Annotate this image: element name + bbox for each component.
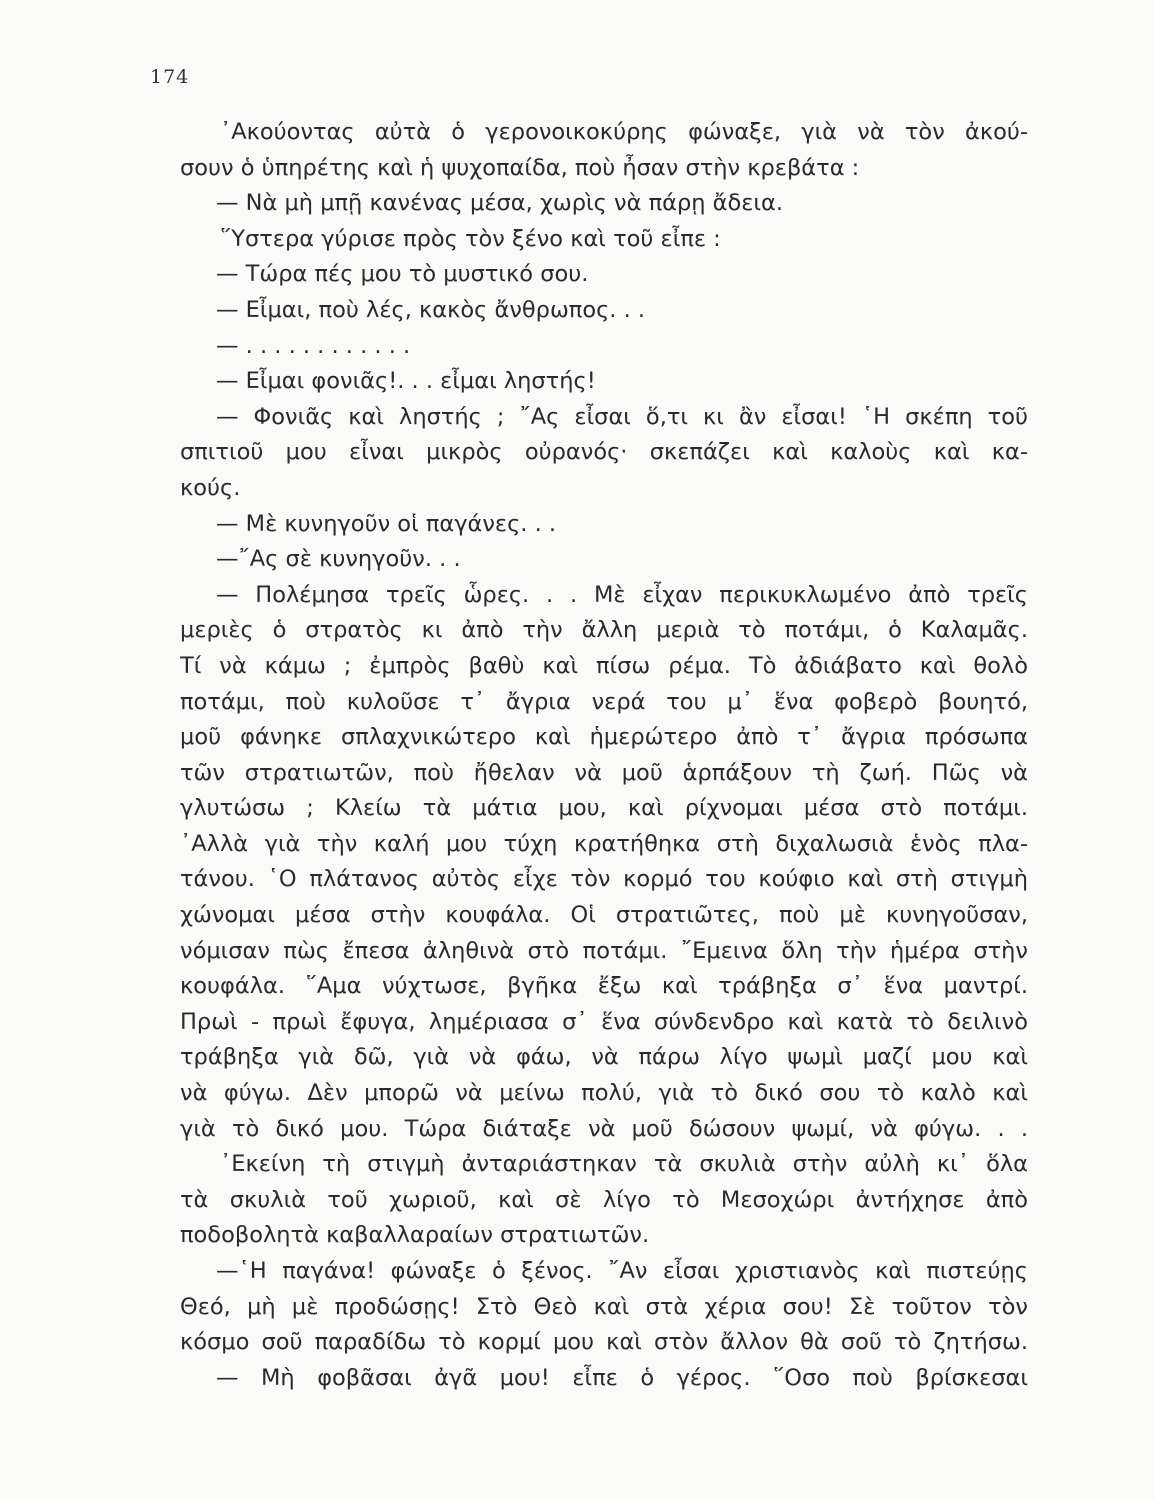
text-line: ᾿Εκείνη τὴ στιγμὴ ἀνταριάστηκαν τὰ σκυλιὰ στὴν αὐλὴ κι᾿ ὅλα [220,1151,1028,1178]
text-line: γιὰ τὸ δικό μου. Τώρα διάταξε νὰ μοῦ δώσουν ψωμί, νὰ φύγω. . . [180,1115,1028,1142]
text-line: ᾿Αλλὰ γιὰ τὴν καλή μου τύχη κρατήθηκα στὴ διχαλωσιὰ ἑνὸς πλα- [180,830,1028,857]
text-line: — Νὰ μὴ μπῇ κανένας μέσα, χωρὶς νὰ πάρῃ ἄδεια. [216,190,783,217]
text-line: τράβηξα γιὰ δῶ, γιὰ νὰ φάω, νὰ πάρω λίγο ψωμὶ μαζί μου καὶ [180,1044,1028,1071]
text-line: ποτάμι, ποὺ κυλοῦσε τ᾿ ἄγρια νερά του μ᾿ ἕνα φοβερὸ βουητό, [180,688,1028,715]
text-line: Θεό, μὴ μὲ προδώσῃς! Στὸ Θεὸ καὶ στὰ χέρια σου! Σὲ τοῦτον τὸν [180,1293,1028,1320]
text-line: νὰ φύγω. Δὲν μπορῶ νὰ μείνω πολύ, γιὰ τὸ δικό σου τὸ καλὸ καὶ [180,1080,1028,1107]
text-line: μεριὲς ὁ στρατὸς κι ἀπὸ τὴν ἄλλη μεριὰ τὸ ποτάμι, ὁ Καλαμᾶς. [180,617,1028,644]
text-line: — Πολέμησα τρεῖς ὧρες. . . Μὲ εἶχαν περικυκλωμένο ἀπὸ τρεῖς [216,581,1028,608]
text-line: — Φονιᾶς καὶ ληστής ; ῎Ας εἶσαι ὅ,τι κι ἂν εἶσαι! ῾Η σκέπη τοῦ [216,403,1028,430]
text-line: σπιτιοῦ μου εἶναι μικρὸς οὐρανός· σκεπάζει καὶ καλοὺς καὶ κα- [180,439,1028,466]
text-line: — Εἶμαι φονιᾶς!. . . εἶμαι ληστής! [216,368,596,395]
text-line: τὰ σκυλιὰ τοῦ χωριοῦ, καὶ σὲ λίγο τὸ Μεσοχώρι ἀντήχησε ἀπὸ [180,1186,1028,1213]
text-line: — Εἶμαι, ποὺ λές, κακὸς ἄνθρωπος. . . [216,296,646,323]
text-line: κόσμο σοῦ παραδίδω τὸ κορμί μου καὶ στὸν ἄλλον θὰ σοῦ τὸ ζητήσω. [180,1329,1028,1356]
text-line: νόμισαν πὼς ἔπεσα ἀληθινὰ στὸ ποτάμι. ῎Εμεινα ὅλη τὴν ἡμέρα στὴν [180,937,1028,964]
text-line: χώνομαι μέσα στὴν κουφάλα. Οἱ στρατιῶτες, ποὺ μὲ κυνηγοῦσαν, [180,902,1028,929]
text-line: — Τώρα πές μου τὸ μυστικό σου. [216,261,589,288]
text-line: τῶν στρατιωτῶν, ποὺ ἤθελαν νὰ μοῦ ἁρπάξουν τὴ ζωή. Πῶς νὰ [180,759,1028,786]
text-line: ῞Υστερα γύρισε πρὸς τὸν ξένο καὶ τοῦ εἶπε : [220,225,721,252]
text-line: — . . . . . . . . . . . . [216,332,411,359]
text-line: Πρωὶ - πρωὶ ἔφυγα, λημέριασα σ᾿ ἕνα σύνδενδρο καὶ κατὰ τὸ δειλινὸ [180,1008,1028,1035]
text-line: ᾿Ακούοντας αὐτὰ ὁ γερονοικοκύρης φώναξε, γιὰ νὰ τὸν ἀκού- [220,119,1028,145]
text-line: — Μὴ φοβᾶσαι ἀγᾶ μου! εἶπε ὁ γέρος. ῞Οσο ποὺ βρίσκεσαι [216,1364,1028,1391]
text-line: ποδοβολητὰ καβαλλαραίων στρατιωτῶν. [180,1222,650,1249]
text-line: μοῦ φάνηκε σπλαχνικώτερο καὶ ἡμερώτερο ἀπὸ τ᾿ ἄγρια πρόσωπα [180,724,1028,751]
text-line: Τί νὰ κάμω ; ἐμπρὸς βαθὺ καὶ πίσω ρέμα. Τὸ ἀδιάβατο καὶ θολὸ [180,652,1028,679]
text-line: κούς. [180,474,241,501]
text-line: γλυτώσω ; Κλείω τὰ μάτια μου, καὶ ρίχνομαι μέσα στὸ ποτάμι. [180,795,1028,822]
page-number: 174 [150,66,190,88]
text-line: —῎Ας σὲ κυνηγοῦν. . . [216,546,461,573]
text-line: κουφάλα. ῞Αμα νύχτωσε, βγῆκα ἔξω καὶ τράβηξα σ᾿ ἕνα μαντρί. [180,973,1028,1000]
body-text [180,115,1028,1396]
text-line: τάνου. ῾Ο πλάτανος αὐτὸς εἶχε τὸν κορμό του κούφιο καὶ στὴ στιγμὴ [180,866,1028,893]
text-line: — Μὲ κυνηγοῦν οἱ παγάνες. . . [216,510,557,537]
text-line: —῾Η παγάνα! φώναξε ὁ ξένος. ῎Αν εἶσαι χριστιανὸς καὶ πιστεύῃς [216,1258,1028,1284]
text-line: σουν ὁ ὑπηρέτης καὶ ἡ ψυχοπαίδα, ποὺ ἦσαν στὴν κρεβάτα : [180,154,860,181]
